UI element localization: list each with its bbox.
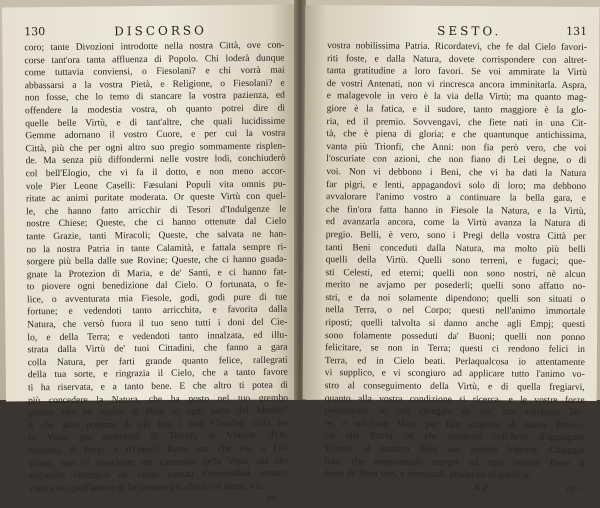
text-line: de vostri Antenati, non vi rincresca ancora imminitarla. Aspra, [326,77,587,91]
text-line: ria, ed il premio. Sovvengavi, che fiete nati in una Cit- [326,115,587,129]
right-catchword: ric- [566,482,581,494]
text-line: tanti Beni conceduti dalla Natura, ma molto più belli [325,241,586,255]
text-line: seguendo l'esempio de' vostri passati Concittadini, conser- [28,467,289,482]
right-signature-mark: R 2 [473,481,488,494]
text-line: ritate ac animi puritate moderata. Or queste Virtù con quel- [25,190,286,205]
text-line: felicitare, se non in Terra; questi ci rendono felici in [324,342,586,356]
text-line: come tuttavia conviensi, o Fiesolani? e chi vorrà mai [24,64,285,79]
text-line: no la nostra Patria in tante Calamità, e fattala sempre ri- [26,241,287,255]
text-line: vole Pier Leone Caselli: Fæsulani Populi vita omnis pu- [25,178,286,192]
text-line: desio de' Beni veri, e immortali, procurate di quelli ar- [324,468,533,481]
text-line: ti ha riservata, e a tanto bene. E che altro ti potea di [27,379,288,394]
text-line: l'oscuriate con azioni, che non fiano di Lei degne, o di [326,153,587,167]
text-line: lo, e della Terra; e vedendoti tanto innalzata, ed illu- [27,329,288,343]
text-line: riti foste, e dalla Natura, dovete corrispondere con altret- [326,52,588,66]
text-line: col bell'Elogio, che vi fa il dotto, e non meno accor- [25,165,286,180]
text-line: E che altro poteano di più fare i tuoi Cittadini colla lo- [28,417,289,432]
text-line: far pigri, e lenti, appagandovi solo di loro; ma debbono [326,178,587,192]
text-line: Natura, che versò fuora il tuo seno tutti i doni del Cie- [27,316,288,331]
text-line: Terra, ed in Cielo beati. Perlaqualcosa io attentamente [324,354,585,368]
text-line: quanto ella ha sparso di Beni in ogni parte del Mondo? [28,404,289,419]
left-page-number: 130 [24,25,46,39]
left-text-block [24,40,289,496]
text-line: abbassarsi a la vostra Pietà, e Religione, o Fiesolani? e [24,77,285,92]
text-line: voi. Non vi debbono i Beni, che vi ha dati la Natura [326,166,587,179]
left-page [2,4,298,505]
text-line: vi supplico, e vi scongiuro ad applicare tutto l'animo vo- [324,367,585,381]
text-line: to piovere ogni benedizione dal Cielo. O fortunata, o fe- [26,278,287,293]
text-line: quelli della Virtù. Quelli sono terreni, e fugaci; que- [325,254,586,268]
text-line: namenti, di Pregi, e d'Onori? Resta ora, che voi, o Fie- [28,442,289,457]
text-line: colla Natura, per farti grande quanto felice, rallegrati [27,354,288,369]
text-line: viate vivo quell'ardore di far sempre più chiari voi stessi, e la [28,480,264,495]
text-line: sono folamente posseduti da' Buoni; quelli non ponno [325,329,586,343]
text-line: merito ne avjamo per posederli; quelli sono affatto no- [325,279,586,293]
right-text-block [324,40,587,483]
text-line: ed avanzarla ancora, come la Virtù avanza la Natura di [325,216,586,230]
text-line: non fosse, che lo temo di stancare la vostra pazienza, ed [24,89,285,104]
text-line: gnate la Protezion di Maria, e de' Santi, e ci hanno fat- [26,266,287,280]
text-line: corse tant'ora tanta affluenza di Popolo. Chi loderà dunque [24,52,285,66]
text-line: riposti; quelli talvolta si danno anche agli Empj; questi [325,317,586,331]
right-footer [324,481,584,495]
text-line: permettono. Io non chieggio da voi, che varchiate Ter- [324,405,585,419]
text-line: le, che hanno fatto arricchir di Tesori d'Indulgenze le [26,203,287,218]
text-line: fortune; e vedendoti tanto arricchita, e favorita dalla [27,304,288,318]
text-line: quanto alla vostra condizione si ricerca, e le vostre forze [324,392,585,406]
text-line: stri, e da noi solamente dipendono; quelli son situati o [325,292,586,305]
text-line: tante Grazie, tanti Miracoli; Queste, che salvata ne han- [26,228,287,243]
text-line: cie alla Patria, nè che cerchiate coll'Armi d'aggiugner [324,430,585,444]
text-line: avvalorare l'animo vostro a continuare la bella gara, e [326,191,587,205]
text-line: sorgere più bella dalle sue Rovine; Queste, che ci hanno guada- [26,253,287,268]
text-line: vostra nobilissima Patria. Ricordatevi, che fe dal Cielo favori- [327,40,588,53]
text-line: e malagevole in vero è la via della Virtù; ma quanto mag- [326,90,587,104]
text-line: che fin'ora fatta hanno in Fiesole la Natura, e la Virtù, [325,203,586,217]
text-line: della tua sorte, e ringrazia il Cielo, che a tanto favore [27,367,288,381]
text-line: strata dalla Virtù de' tuoi Cittadini, che fanno a gara [27,341,288,356]
text-line: nostre Chiese; Queste, che ci hanno ottenute dal Cielo [26,215,287,230]
text-line: folo, che anteponendo sempre ad ogni terreno Bene il [324,455,585,469]
text-line: giore è la fatica, e il sudore, tanto maggiore è la glo- [326,103,587,116]
text-line: tanta gratitudine a loro favori. Se voi ammirate la Virtù [326,65,587,79]
right-running-title: SESTO. [437,23,502,39]
text-line: Vittorie al numero delle sue antiche Vittorie: Chieggio [324,443,585,456]
text-line: Gemme adornano il vostro Cuore, e per cui la vostra [25,127,286,142]
left-running-head [24,23,284,40]
left-footer [29,493,289,508]
text-line: Città, più che per ogni altro suo pregio sommamente risplen- [25,140,286,155]
text-line: stro al conseguimento della Virtù, e di quella fregiarvi, [324,380,585,393]
text-line: quelle belle Virtù, e di tant'altre, che quali lucidissime [25,115,286,129]
text-line: solani, non vi stanchiate nel cammino della Virtù, ma che [28,455,289,469]
right-page [303,5,600,494]
text-line: ro Virtù, per arricchirti di Trionfi, di Vittorie, d'Or- [28,429,289,444]
left-catchword: vo- [266,493,280,505]
text-line: pregio. Belli, è vero, sono i Pregi della vostra Città per [325,229,586,242]
text-line: vanta più Trionfi, che Anni: non fia però vero, che voi [326,140,587,154]
text-line: coro; tante Divozioni introdotte nella nostra Città, ove con- [24,39,285,54]
right-running-head [327,23,587,39]
text-line: offendere la modestia vostra, oh quanto potrei dire di [24,102,286,117]
text-line: de. Ma senza più diffondermi nelle vostre lodi, conchiuderò [25,152,286,167]
text-line: sti Celesti, ed eterni; quelli non sono nostri, nè alcun [325,266,586,280]
text-line: tà, che è piena di gloria; e che quantunque antichissima, [326,128,587,142]
text-line: re, e solchiate Mari, per fare acquisto di nuove Provin- [324,417,585,431]
text-line: lice, o avventurata mia Fiesole, godi, godi pure di tue [26,291,288,306]
text-line: nella Terra, o nel Corpo; questi nell'animo immortale [325,304,586,318]
left-running-title: DISCORSO [114,23,207,39]
right-page-number: 131 [566,24,588,38]
text-line: più concedere la Natura, che ha posto nel tuo grembo [28,392,289,406]
